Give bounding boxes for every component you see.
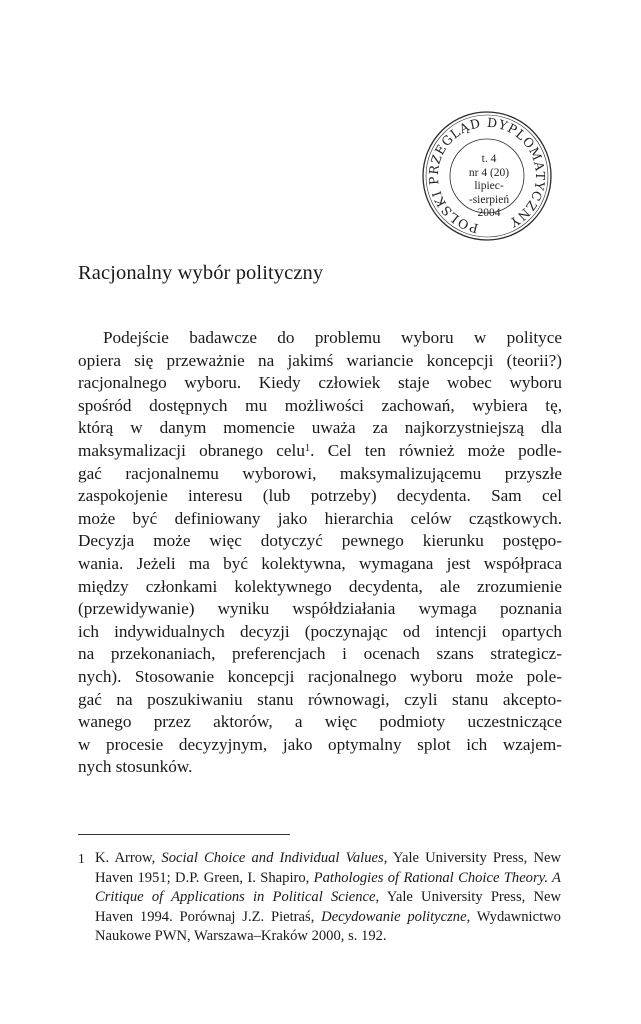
- body-line: (przewidywanie) wyniku współdziałania wymaga poznania: [78, 599, 562, 619]
- footnote-segment: , Yale University Press, New Haven 1994. Porównaj J.Z. Pietraś,: [95, 889, 561, 925]
- footnote-book-title: Pathologies of Rational Choice Theory. A Critique of Applications in Political Science: [95, 869, 561, 906]
- footnote-segment: , Yale University Press, New Haven 1951; D.P. Green, I. Shapiro,: [95, 850, 561, 886]
- body-line: opiera się przeważnie na jakimś wariancie koncepcji (teorii?): [78, 350, 562, 370]
- body-line: którą w danym momencie uważa za najkorzystniejszą dla: [78, 418, 562, 438]
- body-line: gać racjonalnemu wyborowi, maksymalizującemu przyszłe: [78, 463, 562, 483]
- footnote-text: [95, 849, 561, 947]
- body-line: ich indywidualnych decyzji (poczynając od intencji opartych: [78, 621, 562, 641]
- footnote-number: 1: [78, 851, 85, 866]
- body-line: Decyzja może więc dotyczyć pewnego kierunku postępo-: [78, 531, 562, 551]
- body-line-with-footnote: [78, 440, 562, 463]
- footnote-segment: K. Arrow,: [95, 850, 162, 866]
- body-line: gać na poszukiwaniu stanu równowagi, czyli stanu akcepto-: [78, 689, 562, 709]
- footnote-segment: , Wydawnictwo Naukowe PWN, Warszawa–Kraków 2000, s. 192.: [95, 908, 561, 945]
- article-body: [78, 327, 562, 779]
- footnote-reference[interactable]: 1: [304, 442, 311, 454]
- seal-issue: nr 4 (20): [468, 166, 510, 179]
- body-line: nych). Stosowanie koncepcji racjonalnego wyboru może pole-: [78, 666, 562, 686]
- seal-ring-text: POLSKI PRZEGLĄD DYPLOMATYCZNY: [425, 114, 549, 237]
- body-line: Podejście badawcze do problemu wyboru w polityce: [103, 328, 562, 347]
- body-line-head: maksymalizacji obranego celu: [78, 440, 305, 460]
- article-title: Racjonalny wybór polityczny: [78, 262, 324, 284]
- body-line: wanego przez aktorów, a więc podmioty uczestniczące: [78, 712, 562, 732]
- body-line: wania. Jeżeli ma być kolektywna, wymagana jest współpraca: [78, 553, 562, 573]
- seal-issue-info: [466, 153, 512, 221]
- body-line-tail: . Cel ten również może podle-: [310, 440, 563, 460]
- body-line: racjonalnego wyboru. Kiedy człowiek staje wobec wyboru: [78, 373, 562, 393]
- body-line: na przekonaniach, preferencjach i ocenach szans strategicz-: [78, 644, 562, 664]
- seal-year: 2004: [477, 207, 501, 219]
- body-line: spośród dostępnych mu możliwości zachowań, wybiera tę,: [78, 395, 562, 415]
- footnote-book-title: Social Choice and Individual Values: [161, 850, 384, 866]
- seal-month-1: lipiec-: [474, 180, 504, 192]
- body-line: może być definiowany jako hierarchia celów cząstkowych.: [78, 508, 562, 528]
- seal-volume: t. 4: [481, 153, 497, 165]
- footnote-divider: [78, 834, 290, 835]
- body-line: zaspokojenie interesu (lub potrzeby) decydenta. Sam cel: [78, 486, 562, 506]
- body-line: nych stosunków.: [78, 757, 193, 777]
- seal-month-2: -sierpień: [468, 193, 510, 206]
- footnote-book-title: Decydowanie polityczne: [321, 908, 467, 925]
- body-line: w procesie decyzyjnym, jako optymalny splot ich wzajem-: [78, 734, 562, 754]
- body-line: między członkami kolektywnego decydenta, ale zrozumienie: [78, 576, 562, 596]
